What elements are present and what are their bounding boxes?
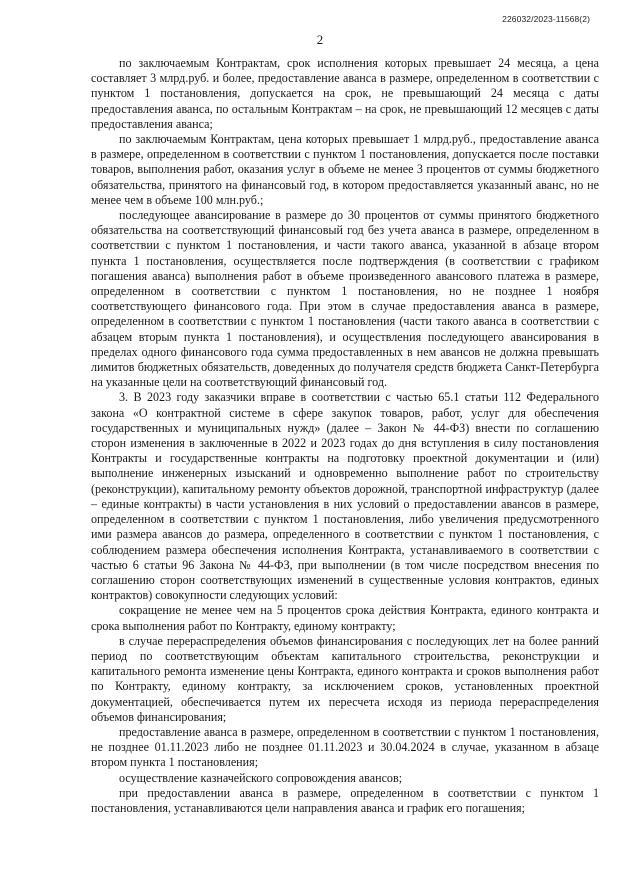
paragraph: в случае перераспределения объемов финансирования с последующих лет на более ранний период по соответствующим объектам капитального строительства, реконструкции и капитального ремонта изменение цены Контракта, единого контракта и сроков выполнения работ по Контракту, единому контракту, за исключением сроков, установленных проектной документацией, обеспечивается путем их пересчета исходя из периода перераспределения объемов финансирования;: [91, 633, 599, 724]
document-body: [91, 56, 599, 816]
document-registration-number: 226032/2023-11568(2): [502, 14, 590, 24]
paragraph: при предоставлении аванса в размере, определенном в соответствии с пунктом 1 постановления, устанавливаются цели направления аванса и график его погашения;: [91, 785, 599, 815]
paragraph: осуществление казначейского сопровождения авансов;: [119, 770, 403, 785]
paragraph: последующее авансирование в размере до 30 процентов от суммы принятого бюджетного обязательства на соответствующий финансовый год без учета аванса в размере, определенном в соответствии с пунктом 1 постановления, и части такого аванса, указанной в абзаце втором пункта 1 постановления, осуществляется после подтверждения (в соответствии с графиком погашения аванса) выполнения работ в объеме произведенного авансового платежа в размере, определенном в соответствии с пунктом 1 постановления, но не позднее 1 ноября соответствующего финансового года. При этом в случае предоставления аванса в размере, определенном в соответствии с пунктом 1 постановления (части такого аванса в соответствии с абзацем вторым пункта 1 постановления), и осуществления последующего авансирования в пределах одного финансового года сумма предоставленных в нем авансов не должна превышать лимитов бюджетных обязательств, доведенных до получателя средств бюджета Санкт-Петербурга на указанные цели на соответствующий финансовый год.: [91, 208, 599, 390]
paragraph: предоставление аванса в размере, определенном в соответствии с пунктом 1 постановления, не позднее 01.11.2023 либо не позднее 01.11.2023 и 30.04.2024 в случае, указанном в абзаце втором пункта 1 постановления;: [91, 724, 599, 770]
paragraph: 3. В 2023 году заказчики вправе в соответствии с частью 65.1 статьи 112 Федерального закона «О контрактной системе в сфере закупок товаров, работ, услуг для обеспечения государственных и муниципальных нужд» (далее – Закон № 44-ФЗ) внести по соглашению сторон изменения в заключенные в 2022 и 2023 годах до дня вступления в силу постановления Контракты и государственные контракты на подготовку проектной документации и (или) выполнение инженерных изысканий и одновременно выполнение работ по строительству (реконструкции), капитальному ремонту объектов дорожной, транспортной инфраструктур (далее – единые контракты) в части установления в них условий о предоставлении авансов в размере, определенном в соответствии с пунктом 1 постановления, либо увеличения предусмотренного ими размера авансов до размера, определенного в соответствии с пунктом 1 постановления, с соблюдением размера обеспечения исполнения Контракта, устанавливаемого в соответствии с частью 6 статьи 96 Закона № 44-ФЗ, при выполнении (в том числе посредством внесения по соглашению сторон соответствующих изменений в существенные условия контрактов, единых контрактов) совокупности следующих условий:: [91, 390, 599, 603]
paragraph: по заключаемым Контрактам, цена которых превышает 1 млрд.руб., предоставление аванса в размере, определенном в соответствии с пунктом 1 постановления, допускается после поставки товаров, выполнения работ, оказания услуг в объеме не менее 3 процентов от суммы бюджетного обязательства, принятого на финансовый год, в котором предоставляется указанный аванс, но не менее чем в объеме 100 млн.руб.;: [91, 132, 599, 207]
paragraph: по заключаемым Контрактам, срок исполнения которых превышает 24 месяца, а цена составляет 3 млрд.руб. и более, предоставление аванса в размере, определенном в соответствии с пунктом 1 постановления, допускается на срок, не превышающий 24 месяца с даты предоставления аванса, по остальным Контрактам – на срок, не превышающий 12 месяцев с даты предоставления аванса;: [91, 56, 599, 131]
page-number: 2: [316, 32, 324, 47]
paragraph: сокращение не менее чем на 5 процентов срока действия Контракта, единого контракта и срока выполнения работ по Контракту, единому контракту;: [91, 603, 599, 633]
